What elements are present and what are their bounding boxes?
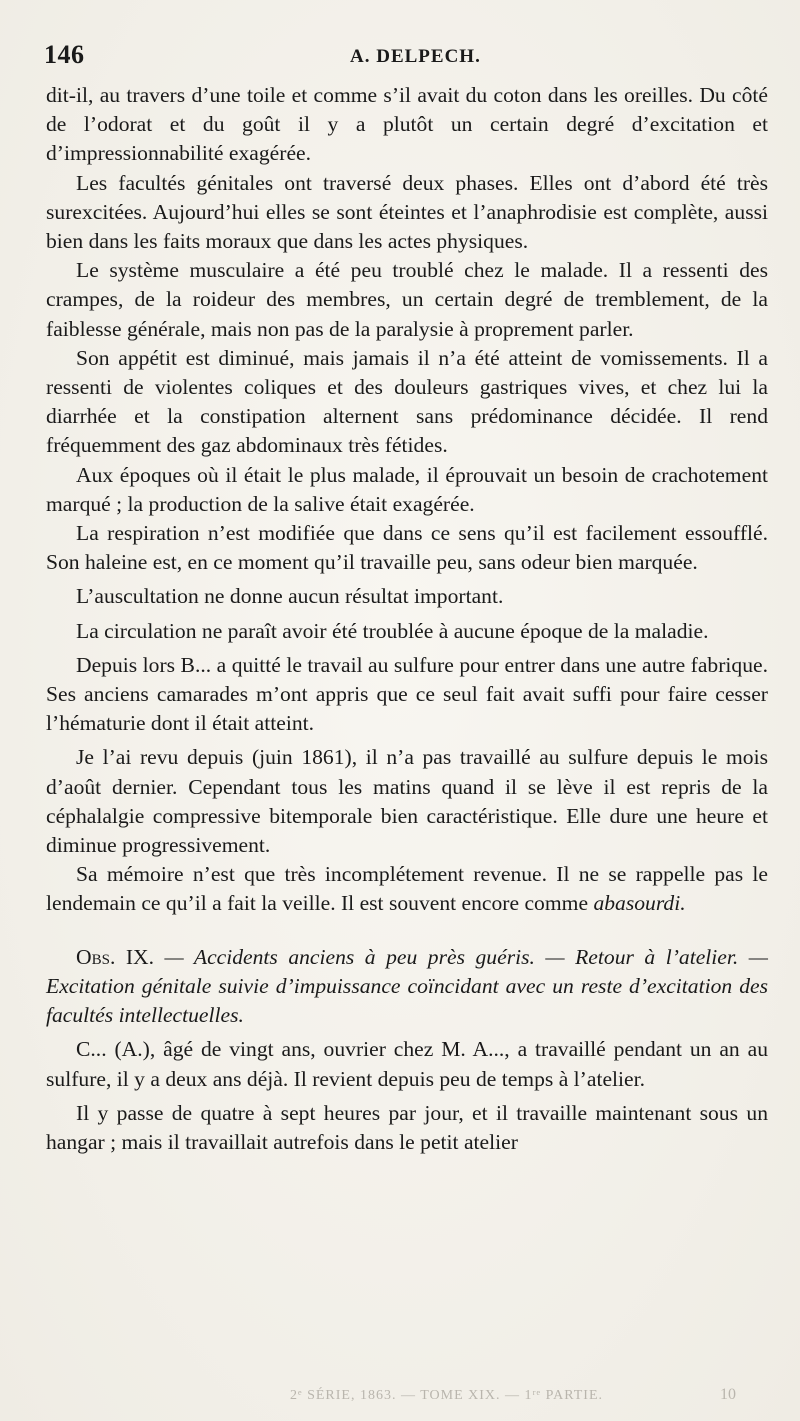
paragraph-genital-faculties: Les facultés génitales ont traversé deux phases. Elles ont d’abord été très surexcitées. Aujourd’hui elles se sont éteintes et l’anaphrodisie est complète, aussi bien dans les faits moraux que dans les actes physiques. (46, 170, 768, 254)
memory-text: Sa mémoire n’est que très incomplétement revenue. Il ne se rappelle pas le lendemain ce qu’il a fait la veille. Il est souvent encore comme (46, 862, 768, 916)
page-footer-bleed (0, 1384, 800, 1414)
body-text (46, 81, 768, 1157)
footer-signature-mark: 10 (720, 1386, 736, 1403)
page-number: 146 (44, 40, 85, 69)
paragraph-circulation: La circulation ne paraît avoir été troublée à aucune époque de la maladie. (76, 618, 709, 643)
memory-italic-word: abasourdi. (593, 891, 686, 916)
observation-heading (46, 943, 768, 1031)
paragraph-muscular-system: Le système musculaire a été peu troublé chez le malade. Il a ressenti des crampes, de la roideur des membres, un certain degré de tremblement, de la faiblesse générale, mais non pas de la paralysie à proprement parler. (46, 258, 768, 341)
observation-title: — Accidents anciens à peu près guéris. — Retour à l’atelier. — Excitation génitale suivie d’impuissance coïncidant avec un reste d’excitation des facultés intellectuelles. (46, 944, 768, 1028)
paragraph-respiration: La respiration n’est modifiée que dans ce sens qu’il est facilement essoufflé. Son haleine est, en ce moment qu’il travaille peu, sans odeur bien marquée. (46, 521, 768, 575)
paragraph-continuation: dit-il, au travers d’une toile et comme s’il avait du coton dans les oreilles. Du côté de l’odorat et du goût il y a plutôt un certain degré d’excitation et d’impressionnabilité exagérée. (46, 83, 768, 166)
paragraph-patient-intro: C... (A.), âgé de vingt ans, ouvrier chez M. A..., a travaillé pendant un an au sulfure, il y a deux ans déjà. Il revient depuis peu de temps à l’atelier. (46, 1037, 768, 1091)
paragraph-auscultation: L’auscultation ne donne aucun résultat important. (76, 584, 504, 609)
paragraph-memory (46, 860, 768, 918)
footer-series-line: 2ᵉ SÉRIE, 1863. — TOME XIX. — 1ʳᵉ PARTIE. (290, 1388, 604, 1403)
paragraph-salivation: Aux époques où il était le plus malade, il éprouvait un besoin de crachotement marqué ; la production de la salive était exagérée. (46, 462, 768, 516)
paragraph-departure: Depuis lors B... a quitté le travail au sulfure pour entrer dans une autre fabrique. Ses anciens camarades m’ont appris que ce seul fait avait suffi pour faire cesser l’hématurie dont il était atteint. (46, 652, 768, 736)
paragraph-work-hours: Il y passe de quatre à sept heures par jour, et il travaille maintenant sous un hangar ; mais il travaillait autrefois dans le petit atelier (46, 1100, 768, 1154)
observation-label: Obs. IX. (76, 944, 155, 969)
page-header (0, 40, 800, 76)
paragraph-revisit: Je l’ai revu depuis (juin 1861), il n’a pas travaillé au sulfure depuis le mois d’août dernier. Cependant tous les matins quand il se lève il est repris de la céphalalgie compressive bitemporale bien caractéristique. Elle dure une heure et diminue progressivement. (46, 745, 768, 858)
paragraph-appetite: Son appétit est diminué, mais jamais il n’a été atteint de vomissements. Il a ressenti de violentes coliques et des douleurs gastriques vives, et chez lui la diarrhée et la constipation alternent sans prédominance décidée. Il rend fréquemment des gaz abdominaux très fétides. (46, 345, 768, 458)
running-head: A. DELPECH. (350, 46, 481, 67)
